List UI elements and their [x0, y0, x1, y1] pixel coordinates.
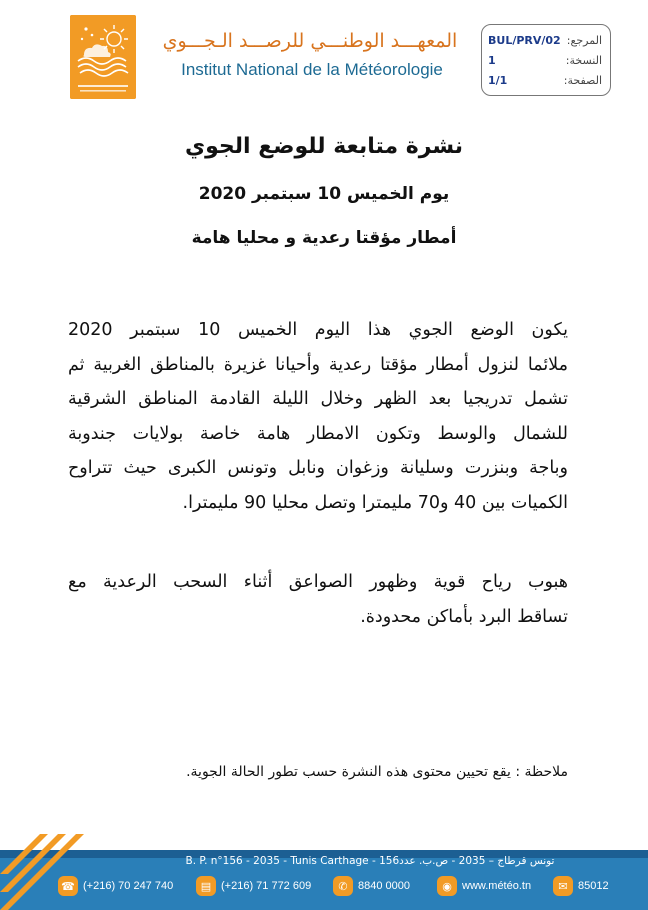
institute-logo: [70, 15, 136, 99]
contact-number: [553, 875, 609, 897]
website-text: www.météo.tn: [462, 880, 532, 892]
paragraph-line: وباجة وبنزرت وسليانة وزغوان ونابل وتونس الكبرى حيث تتراوح: [68, 458, 568, 479]
paragraph-line: هبوب رياح قوية وظهور الصواعق أثناء السحب الرعدية مع: [68, 572, 568, 592]
institute-name-arabic: المعهـــد الوطنـــي للرصـــد الـجـــوي: [162, 30, 458, 52]
copy-row: [488, 51, 602, 71]
bulletin-subtitle: أمطار مؤقتا رعدية و محليا هامة: [191, 228, 457, 248]
institute-name-french: Institut National de la Météorologie: [181, 60, 443, 79]
contact-phone-3: [333, 875, 410, 897]
mailbox-icon: ✉: [553, 876, 573, 896]
paragraph-line: يكون الوضع الجوي هذا اليوم الخميس 10 سبتمبر 2020: [68, 320, 568, 340]
call-icon: ✆: [333, 876, 353, 896]
bulletin-date: يوم الخميس 10 سبتمبر 2020: [198, 184, 450, 204]
paragraph-line: تساقط البرد بأماكن محدودة.: [360, 606, 568, 627]
globe-icon: ◉: [437, 876, 457, 896]
paragraph-winds: [68, 565, 568, 634]
copy-value: 1: [488, 54, 496, 67]
fax-icon: ▤: [196, 876, 216, 896]
phone-1-text: (+216) 70 247 740: [83, 880, 174, 892]
copy-label: النسخة:: [565, 54, 602, 67]
reference-box: [481, 24, 611, 96]
paragraph-line: تشمل تدريجيا بعد الظهر وخلال الليلة القادمة المناطق الشرقية: [68, 389, 568, 410]
footer-address: B. P. n°156 - 2035 - Tunis Carthage - تونس قرطاج – 2035 - ص.ب. عدد156: [185, 855, 555, 867]
phone-3-text: 8840 0000: [358, 880, 410, 892]
paragraph-line: ملائما لنزول أمطار مؤقتا رعدية وأحيانا غزيرة بالمناطق الغربية ثم: [68, 354, 568, 375]
bulletin-title: نشرة متابعة للوضع الجوي: [184, 134, 464, 159]
contact-phone-2: [196, 875, 311, 897]
paragraph-line: الكميات بين 40 و70 مليمترا وتصل محليا 90 مليمترا.: [182, 492, 568, 513]
footer-band: [0, 834, 648, 910]
number-text: 85012: [578, 880, 609, 892]
reference-row: [488, 31, 602, 51]
page-value: 1/1: [488, 74, 508, 87]
reference-value: BUL/PRV/02: [488, 34, 561, 47]
paragraph-forecast: [68, 313, 568, 521]
phone-icon: ☎: [58, 876, 78, 896]
contact-website: [437, 875, 531, 897]
page-row: [488, 71, 602, 91]
phone-2-text: (+216) 71 772 609: [221, 880, 312, 892]
paragraph-line: للشمال والوسط وتكون الامطار هامة خاصة بولايات جندوبة: [68, 423, 568, 444]
page-label: الصفحة:: [563, 74, 602, 87]
bulletin-note: ملاحظة : يقع تحيين محتوى هذه النشرة حسب تطور الحالة الجوية.: [186, 764, 568, 780]
contact-phone-1: [58, 875, 173, 897]
reference-label: المرجع:: [566, 34, 602, 47]
